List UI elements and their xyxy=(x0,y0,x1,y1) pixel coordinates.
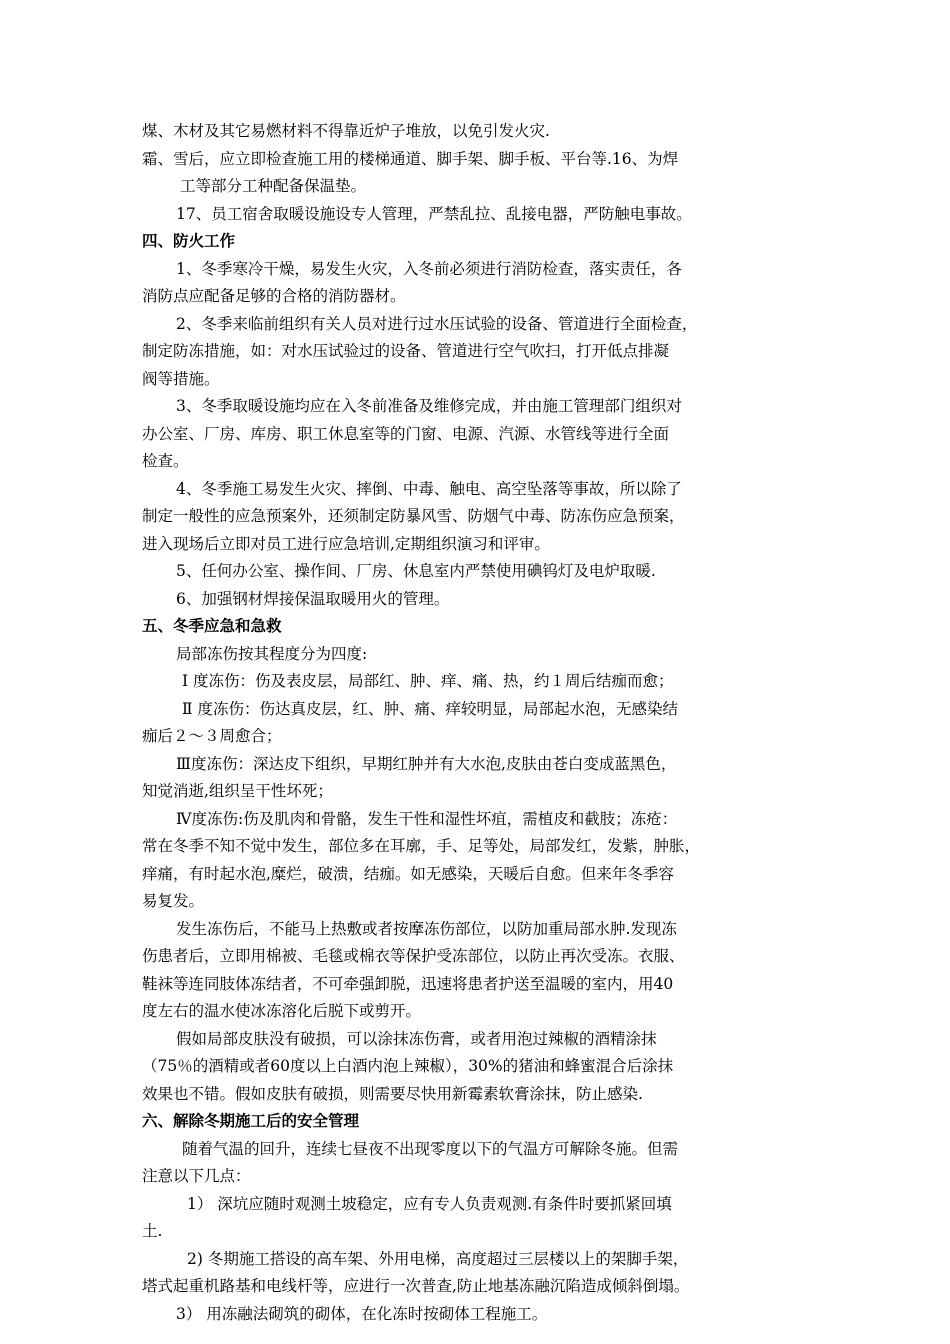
text-line: 痒痛，有时起水泡,糜烂，破溃，结痂。如无感染，天暖后自愈。但来年冬季容 xyxy=(142,864,674,883)
text-line: 制定防冻措施，如：对水压试验过的设备、管道进行空气吹扫，打开低点排凝 xyxy=(142,342,670,360)
text-line: Ⅰ 度冻伤：伤及表皮层，局部红、肿、痒、痛、热，约１周后结痂而愈； xyxy=(182,672,674,690)
section-heading: 四、防火工作 xyxy=(142,232,236,250)
text-line: 办公室、厂房、库房、职工休息室等的门窗、电源、汽源、水管线等进行全面 xyxy=(142,424,670,443)
text-line: 易复发。 xyxy=(142,892,205,910)
text-line: 鞋袜等连同肢体冻结者，不可牵强卸脱，迅速将患者护送至温暖的室内，用40 xyxy=(142,974,674,993)
text-line: 土. xyxy=(142,1222,163,1240)
text-line: 检查。 xyxy=(142,452,189,470)
text-line: 1、冬季寒冷干燥，易发生火灾，入冬前必须进行消防检查，落实责任，各 xyxy=(176,259,682,278)
text-line: 效果也不错。假如皮肤有破损，则需要尽快用新霉素软膏涂抹，防止感染. xyxy=(142,1084,643,1103)
text-line: Ⅲ度冻伤：深达皮下组织，早期红肿并有大水泡,皮肤由苍白变成蓝黑色， xyxy=(176,754,677,773)
text-line: 霜、雪后，应立即检查施工用的楼梯通道、脚手架、脚手板、平台等.16、为焊 xyxy=(142,149,679,168)
text-line: 度左右的温水使冰冻溶化后脱下或剪开。 xyxy=(142,1002,422,1020)
text-line: Ⅱ 度冻伤：伤达真皮层，红、肿、痛、痒较明显，局部起水泡，无感染结 xyxy=(182,699,678,718)
text-line: 痂后２～３周愈合； xyxy=(142,727,282,745)
text-line: 阀等措施。 xyxy=(142,369,220,388)
text-line: 随着气温的回升，连续七昼夜不出现零度以下的气温方可解除冬施。但需 xyxy=(182,1139,679,1158)
text-line: Ⅳ度冻伤:伤及肌肉和骨骼，发生干性和湿性坏疽，需植皮和截肢；冻疮： xyxy=(176,809,678,828)
text-line: 3、冬季取暖设施均应在入冬前准备及维修完成，并由施工管理部门组织对 xyxy=(176,397,682,415)
text-line: 2) 冬期施工搭设的高车架、外用电梯，高度超过三层楼以上的架脚手架， xyxy=(187,1249,689,1268)
text-line: 煤、木材及其它易燃材料不得靠近炉子堆放，以免引发火灾. xyxy=(142,122,550,140)
text-line: 进入现场后立即对员工进行应急培训,定期组织演习和评审。 xyxy=(142,534,550,553)
text-line: （75％的酒精或者60度以上白酒内泡上辣椒），30%的猪油和蜂蜜混合后涂抹 xyxy=(142,1057,674,1075)
text-line: 4、冬季施工易发生火灾、摔倒、中毒、触电、高空坠落等事故，所以除了 xyxy=(176,479,682,498)
text-line: 塔式起重机路基和电线杆等，应进行一次普查,防止地基冻融沉陷造成倾斜倒塌。 xyxy=(142,1277,690,1295)
text-line: 5、任何办公室、操作间、厂房、休息室内严禁使用碘钨灯及电炉取暖. xyxy=(176,562,656,580)
text-line: 假如局部皮肤没有破损，可以涂抹冻伤膏，或者用泡过辣椒的酒精涂抹 xyxy=(176,1029,657,1048)
text-line: 伤患者后，立即用棉被、毛毯或棉衣等保护受冻部位，以防止再次受冻。衣服、 xyxy=(142,947,685,965)
text-line: 工等部分工种配备保温垫。 xyxy=(180,177,367,195)
text-line: 17、员工宿舍取暖设施设专人管理，严禁乱拉、乱接电器，严防触电事故。 xyxy=(176,204,692,223)
text-line: 发生冻伤后，不能马上热敷或者按摩冻伤部位，以防加重局部水肿.发现冻 xyxy=(176,919,677,938)
text-line: 6、加强钢材焊接保温取暖用火的管理。 xyxy=(176,589,450,608)
text-line: 1） 深坑应随时观测土坡稳定，应有专人负责观测.有条件时要抓紧回填 xyxy=(187,1194,672,1213)
document-body xyxy=(142,118,818,1328)
text-line: 注意以下几点： xyxy=(142,1167,251,1185)
text-line: 2、冬季来临前组织有关人员对进行过水压试验的设备、管道进行全面检查， xyxy=(176,314,698,333)
section-heading: 五、冬季应急和急救 xyxy=(142,617,282,635)
text-line: 消防点应配备足够的合格的消防器材。 xyxy=(142,287,406,305)
section-heading: 六、解除冬期施工后的安全管理 xyxy=(142,1112,360,1130)
text-line: 制定一般性的应急预案外，还须制定防暴风雪、防烟气中毒、防冻伤应急预案， xyxy=(142,507,685,525)
text-line: 3） 用冻融法砌筑的砌体，在化冻时按砌体工程施工。 xyxy=(176,1304,548,1323)
text-line: 常在冬季不知不觉中发生，部位多在耳廓，手、足等处，局部发红，发紫，肿胀， xyxy=(142,837,701,855)
text-line: 局部冻伤按其程度分为四度: xyxy=(176,644,368,663)
text-line: 知觉消逝,组织呈干性坏死； xyxy=(142,782,333,800)
